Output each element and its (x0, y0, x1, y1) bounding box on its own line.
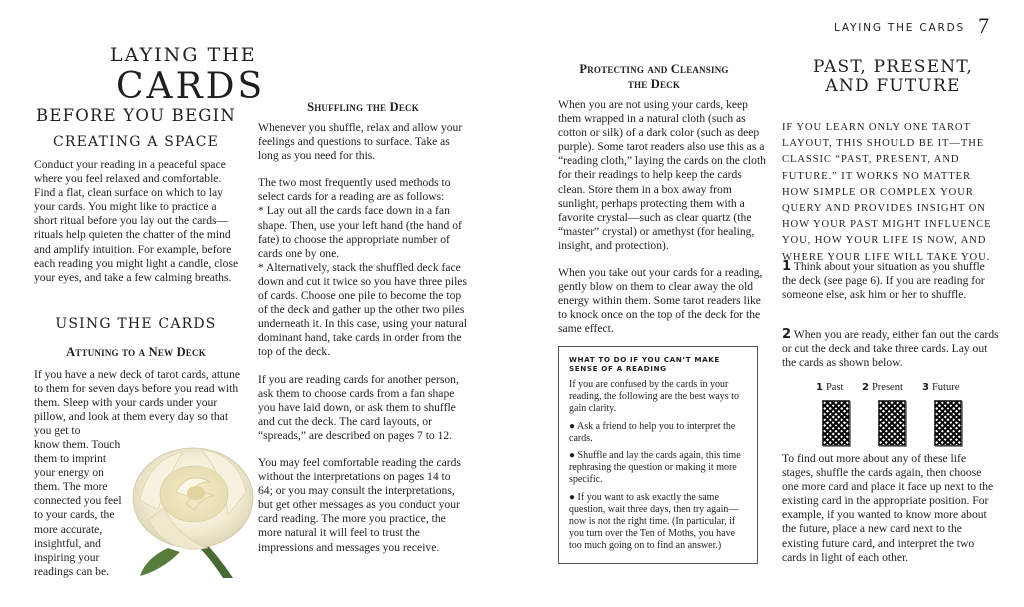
card-label-present-text: Present (871, 382, 903, 393)
right-page (512, 0, 1024, 607)
before-you-begin-heading: BEFORE YOU BEGIN (36, 106, 236, 125)
sidebar-title: WHAT TO DO IF YOU CAN’T MAKE SENSE OF A READING (569, 355, 720, 373)
card-label-future-text: Future (931, 382, 960, 393)
step-1-number: 1 (782, 259, 792, 274)
closing-text: To find out more about any of these life stages, shuffle the cards again, then choose one more card and place it face up next to the existing card in the appropriate position. For example, if you wanted to know more about the future, place a new card next to the existing future card, and interpret the two cards in light of each other. (782, 452, 994, 564)
protecting-body (558, 98, 768, 350)
protecting-paragraph-1: When you are not using your cards, keep them wrapped in a natural cloth (such as cotton or silk) of a dark color (such as deep purple). Some tarot readers also use this as a “reading cloth,” laying the cards on the cloth for their readings to help keep the cards clean. Store them in a box away from sunlight, perhaps protecting them with a favorite crystal—such as clear quartz (the “master” crystal) or amethyst (for healing, insight, and protection). (558, 98, 766, 252)
running-head: LAYING THE CARDS (834, 22, 965, 34)
ppf-heading-line-2: AND FUTURE (825, 76, 961, 96)
card-label-past (816, 382, 843, 393)
ppf-intro: IF YOU LEARN ONLY ONE TAROT LAYOUT, THIS SHOULD BE IT—THE CLASSIC “PAST, PRESENT, AND FUTURE.” IT WORKS NO MATTER HOW SIMPLE OR COMPLEX YOUR QUERY AND PROVIDES INSIGHT ON HOW YOUR PAST MIGHT INFLUENCE YOU, HOW YOUR LIFE IS NOW, AND WHERE YOUR LIFE WILL TAKE YOU. (782, 122, 992, 263)
step-2-text: When you are ready, either fan out the cards or cut the deck and take three cards. Lay out the cards as shown below. (782, 328, 999, 370)
shuffling-paragraph-1: Whenever you shuffle, relax and allow your feelings and questions to surface. Take as long as you need for this. (258, 121, 463, 163)
sidebar-bullet-3: ● If you want to ask exactly the same question, wait three days, then try again—now is not the right time. (In particular, if you turn over the Ten of Moths, you have too much going on to find an answer.) (569, 491, 739, 552)
ppf-heading (788, 58, 998, 96)
step-2-number: 2 (782, 327, 792, 342)
tarot-card-future (934, 400, 962, 446)
shuffling-body (258, 121, 468, 568)
card-label-future-num: 3 (922, 382, 929, 393)
creating-space-heading: CREATING A SPACE (52, 134, 220, 150)
sidebar-bullet-2: ● Shuffle and lay the cards again, this time rephrasing the question or making it more specific. (569, 450, 741, 486)
step-2 (782, 328, 1000, 370)
sidebar-box (558, 346, 758, 564)
page-number: 7 (978, 13, 989, 38)
attuning-body-top: If you have a new deck of tarot cards, attune to them for seven days before you read with them. Sleep with your cards under your pillow, and look at them every day so that you get to (34, 368, 241, 438)
shuffling-paragraph-3: If you are reading cards for another person, ask them to choose cards from a fan shape you have laid down, or ask them to shuffle and cut the deck. The card layouts, or “spreads,” are described on pages 7 to 12. (258, 372, 459, 442)
page-title-small: LAYING THE (110, 44, 257, 66)
card-spread-diagram (782, 380, 1000, 450)
attuning-body-bottom: know them. Touch them to imprint your energy on them. The more connected you feel to your cards, the more accurate, insightful, and inspiring your readings can be. (34, 438, 122, 578)
card-label-present (862, 382, 903, 393)
tarot-card-present (878, 400, 906, 446)
attuning-heading: Attuning to a New Deck (66, 345, 206, 359)
page-title-big: CARDS (116, 66, 266, 107)
card-label-past-text: Past (825, 382, 844, 393)
step-1-text: Think about your situation as you shuffle the deck (see page 6). If you are reading for someone else, ask him or her to shuffle. (782, 260, 985, 302)
tarot-card-past (822, 400, 850, 446)
shuffling-heading: Shuffling the Deck (307, 100, 419, 114)
card-label-future (922, 382, 959, 393)
card-label-present-num: 2 (862, 382, 869, 393)
protecting-paragraph-2: When you take out your cards for a reading, gently blow on them to clear away the old energy within them. Some tarot readers like to knock once on the top of the deck for the same effect. (558, 266, 763, 336)
sidebar-bullet-1: ● Ask a friend to help you to interpret the cards. (569, 420, 736, 444)
sidebar-body (569, 379, 747, 553)
sidebar-intro: If you are confused by the cards in your reading, the following are the best ways to gain clarity. (569, 379, 739, 415)
step-1 (782, 260, 1000, 302)
using-cards-heading: USING THE CARDS (55, 316, 217, 332)
ppf-heading-line-1: PAST, PRESENT, (812, 57, 974, 77)
shuffling-paragraph-4: You may feel comfortable reading the cards without the interpretations on pages 14 to 64; or you may consult the interpretations, but get other messages as you conduct your card reading. The more you practice, the more natural it will feel to trust the impressions and messages you receive. (258, 455, 461, 554)
creating-space-body: Conduct your reading in a peaceful space where you feel relaxed and comfortable. Find a flat, clean surface on which to lay your cards. You might like to practice a short ritual before you lay out the cards—rituals help quieten the chatter of the mind and amplify intuition. For example, before each reading you might light a candle, close your eyes, and take a few calming breaths. (34, 158, 239, 284)
card-label-past-num: 1 (816, 382, 823, 393)
shuffling-paragraph-2: The two most frequently used methods to select cards for a reading are as follows: * Lay out all the cards face down in a fan shape. Then, use your left hand (the hand of fate) to choose the appropriate number of cards one by one. * Alternatively, stack the shuffled deck face down and cut it twice so you have three piles of cards. Choose one pile to become the top of the deck and gather up the other two piles underneath it. In this case, using your natural dominant hand, take cards in order from the top of the deck. (258, 176, 467, 359)
protecting-heading: Protecting and Cleansing the Deck (579, 62, 729, 91)
white-rose-image (128, 430, 258, 580)
page-title (110, 44, 400, 107)
